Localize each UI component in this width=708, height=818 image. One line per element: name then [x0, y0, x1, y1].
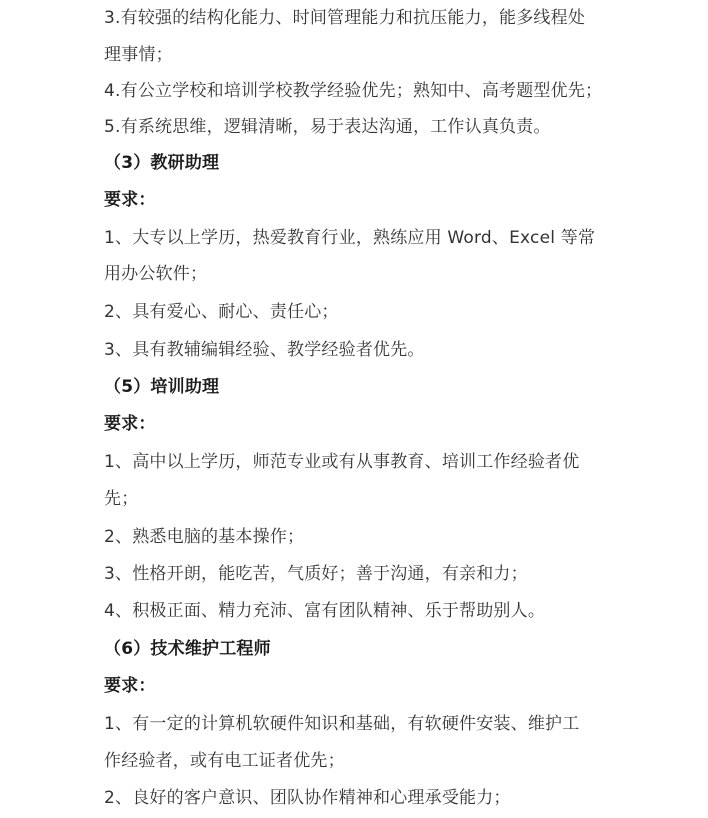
section-heading: （5）培训助理	[104, 377, 220, 397]
body-line: 5.有系统思维，逻辑清晰，易于表达沟通，工作认真负责。	[104, 117, 551, 137]
body-line: 2、熟悉电脑的基本操作；	[104, 527, 305, 547]
body-line: 4.有公立学校和培训学校教学经验优先；熟知中、高考题型优先；	[104, 81, 603, 101]
body-line: 1、有一定的计算机软硬件知识和基础，有软硬件安装、维护工	[104, 714, 580, 734]
requirements-label: 要求：	[104, 414, 156, 434]
section-heading: （6）技术维护工程师	[104, 639, 271, 659]
body-line: 作经验者，或有电工证者优先；	[104, 751, 345, 771]
body-line: 4、积极正面、精力充沛、富有团队精神、乐于帮助别人。	[104, 601, 546, 621]
body-line: 用办公软件；	[104, 264, 208, 284]
requirements-label: 要求：	[104, 676, 156, 696]
body-line: 2、具有爱心、耐心、责任心；	[104, 302, 339, 322]
body-line: 3.有较强的结构化能力、时间管理能力和抗压能力，能多线程处	[104, 8, 586, 28]
body-line: 先；	[104, 489, 139, 509]
body-line: 1、大专以上学历，热爱教育行业，熟练应用 Word、Excel 等常	[104, 228, 596, 248]
body-line: 1、高中以上学历，师范专业或有从事教育、培训工作经验者优	[104, 452, 580, 472]
body-line: 3、具有教辅编辑经验、教学经验者优先。	[104, 340, 425, 360]
body-line: 2、良好的客户意识、团队协作精神和心理承受能力；	[104, 788, 511, 808]
section-heading: （3）教研助理	[104, 153, 220, 173]
requirements-label: 要求：	[104, 190, 156, 210]
body-line: 3、性格开朗，能吃苦，气质好；善于沟通，有亲和力；	[104, 564, 528, 584]
body-line: 理事情；	[104, 45, 173, 65]
